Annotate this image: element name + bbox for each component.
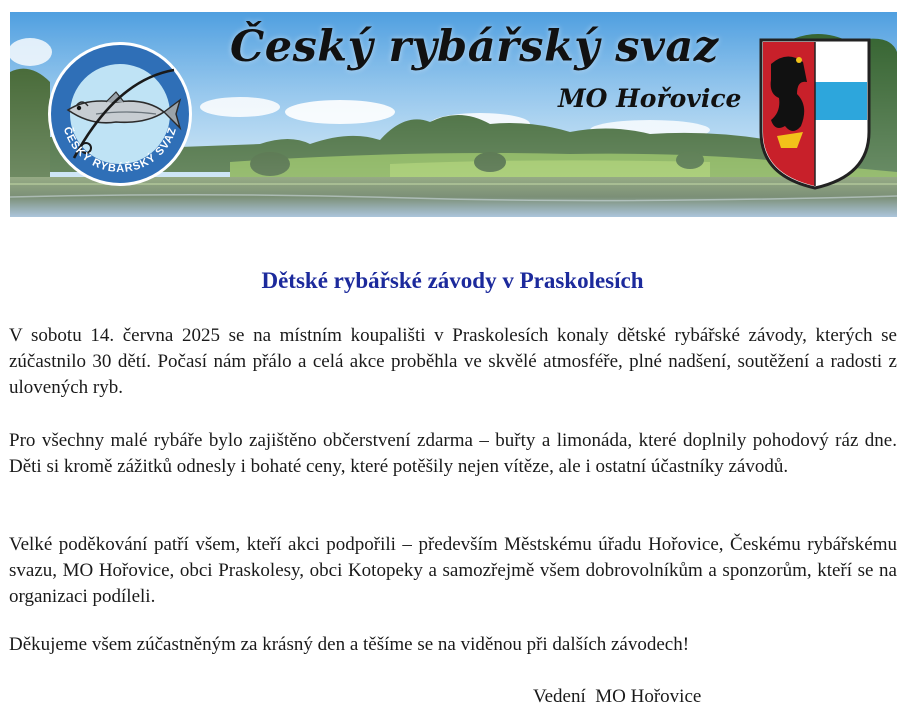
- banner-subtitle: MO Hořovice: [558, 84, 742, 113]
- header-banner: [10, 12, 897, 217]
- logo-ring-text: [46, 40, 194, 188]
- signature: Vedení MO Hořovice: [533, 686, 702, 707]
- article-paragraph-2: Pro všechny malé rybáře bylo zajištěno občerstvení zdarma – buřty a limonáda, které doplnily pohodový ráz dne. Děti si kromě zážitků odnesly i bohaté ceny, které potěšily nejen vítěze, ale i ostatní účastníky závodů.: [9, 430, 897, 477]
- article-paragraph-1: V sobotu 14. června 2025 se na místním koupališti v Praskolesích konaly dětské rybářské závody, kterých se zúčastnilo 30 dětí. Počasí nám přálo a celá akce proběhla ve skvělé atmosféře, plné nadšení, soutěžení a radosti z ulovených ryb.: [9, 325, 897, 398]
- svg-text:ČESKÝ RYBÁŘSKÝ SVAZ: ČESKÝ RYBÁŘSKÝ SVAZ: [60, 125, 180, 176]
- article-title: Dětské rybářské závody v Praskolesích: [261, 268, 644, 293]
- article-paragraph-3: Velké poděkování patří všem, kteří akci podpořili – především Městskému úřadu Hořovice, Českému rybářskému svazu, MO Hořovice, obci Praskolesy, obci Kotopeky a samozřejmě všem dobrovolníkům a sponzorům, kteří se na organizaci podíleli.: [9, 534, 897, 607]
- banner-title: Český rybářský svaz: [230, 22, 719, 72]
- article-paragraph-4: Děkujeme všem zúčastněným za krásný den a těšíme se na viděnou při dalších závodech!: [9, 634, 690, 655]
- horovice-coat-of-arms-icon: [757, 36, 873, 192]
